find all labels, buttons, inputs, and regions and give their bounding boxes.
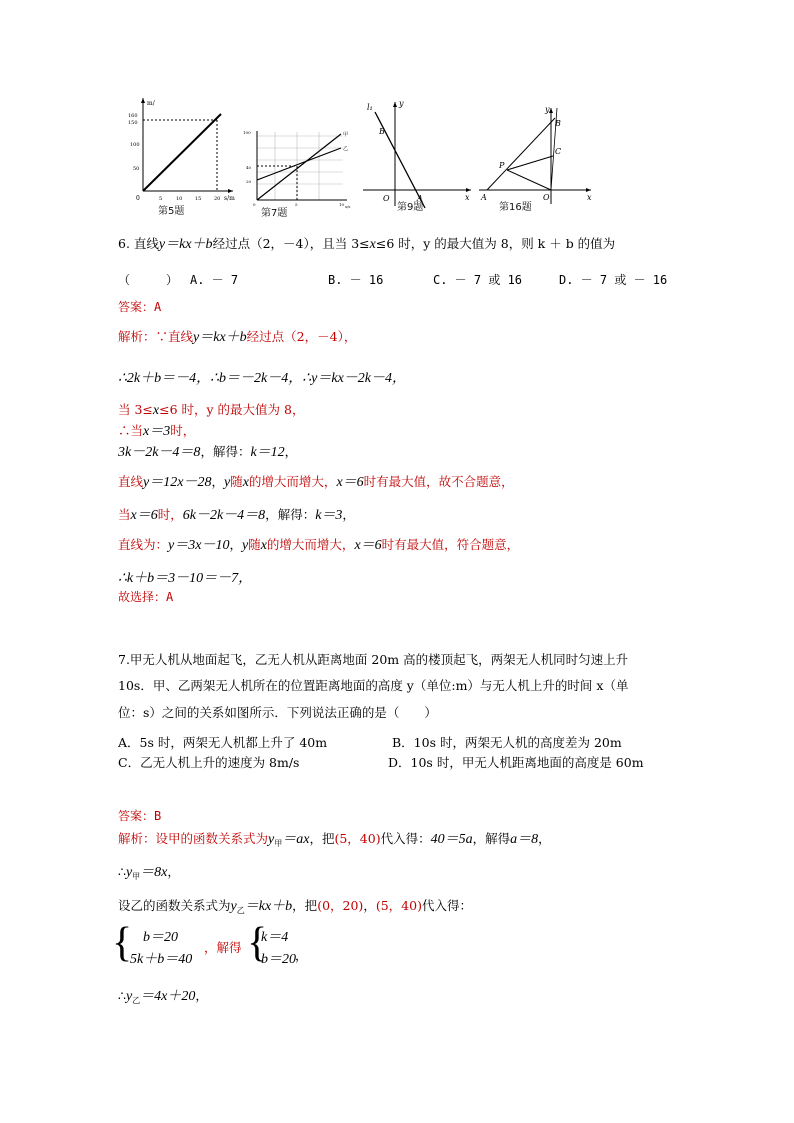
fig7-xtick: 0 xyxy=(253,202,256,207)
figure-16-graph xyxy=(477,104,595,210)
q7-option-c: C．乙无人机上升的速度为 8m/s xyxy=(118,755,300,770)
q6-option-b: B. － 16 xyxy=(328,273,384,287)
fig7-xtick: 10 xyxy=(339,202,345,207)
left-brace-2: { xyxy=(247,920,268,966)
q6-analysis-7: 当x＝6时，6k－2k－4＝8，解得：k＝3， xyxy=(118,507,355,523)
q6-analysis-4: ∴当x＝3时， xyxy=(118,423,196,439)
fig7-ytick: 40 xyxy=(246,165,252,170)
fig5-xlabel: s/m xyxy=(224,195,235,202)
fig7-line-a: 甲 xyxy=(343,132,349,138)
sys-end: ， xyxy=(295,948,308,963)
left-brace-1: { xyxy=(112,920,133,966)
fig7-ytick: 20 xyxy=(246,179,252,184)
fig9-B: B xyxy=(379,127,385,136)
fig9-caption: 第9题 xyxy=(397,202,424,213)
fig7-xtick: 5 xyxy=(295,202,298,207)
q7-option-a: A．5s 时，两架无人机都上升了 40m xyxy=(118,735,328,750)
fig16-O: O xyxy=(543,193,550,202)
fig5-xtick: 10 xyxy=(176,196,183,202)
fig16-C: C xyxy=(555,147,562,156)
q7-analysis-2: $\therefore y_甲=8x$， xyxy=(118,864,180,881)
figure-7-graph xyxy=(243,128,355,210)
fig7-xlabel: s/s xyxy=(345,204,351,209)
fig9-l1: l₁ xyxy=(367,103,373,112)
fig16-A: A xyxy=(481,193,487,202)
fig5-xtick: 0 xyxy=(136,195,140,202)
q6-analysis-9: ∴k＋b＝3－10＝－7， xyxy=(118,571,253,586)
q6-stem: 6. 直线y＝kx＋b经过点（2，－4），且当 3≤x≤6 时，y 的最大值为 8，则 k ＋ b 的值为 xyxy=(118,236,616,252)
q7-analysis-3: 设乙的函数关系式为$y_乙=kx+b$，把(0，20)，(5，40)代入得： xyxy=(118,898,472,915)
sys1-row1: b＝20 xyxy=(143,930,178,945)
q6-option-a: A. － 7 xyxy=(190,273,239,287)
q6-paren: （ ） xyxy=(118,273,179,287)
fig5-xtick: 15 xyxy=(195,196,202,202)
fig9-x: x xyxy=(465,193,470,202)
q7-option-b: B．10s 时，两架无人机的高度差为 20m xyxy=(392,735,622,750)
figure-5-graph xyxy=(125,96,235,206)
fig9-O: O xyxy=(383,194,390,203)
fig16-caption: 第16题 xyxy=(499,202,532,213)
q6-analysis-6: 直线y＝12x－28，y随x的增大而增大，x＝6时有最大值，故不合题意， xyxy=(118,474,514,490)
sys2-row2: b＝20 xyxy=(261,952,296,967)
fig16-P: P xyxy=(499,161,505,170)
fig9-y: y xyxy=(399,99,404,108)
q7-answer: 答案：B xyxy=(118,809,162,823)
q6-analysis-10: 故选择：A xyxy=(118,590,174,604)
q7-stem-3: 位：s）之间的关系如图所示．下列说法正确的是（ ） xyxy=(118,705,437,720)
fig5-xtick: 20 xyxy=(214,196,221,202)
q6-analysis-8: 直线为：y＝3x－10，y随x的增大而增大，x＝6时有最大值，符合题意， xyxy=(118,537,520,553)
fig16-x: x xyxy=(587,193,592,202)
fig9-A: A xyxy=(417,194,423,203)
figures-row xyxy=(125,96,595,220)
fig5-caption: 第5题 xyxy=(158,206,185,217)
sys1-row2: 5k＋b＝40 xyxy=(130,952,193,967)
sys2-row1: k＝4 xyxy=(261,930,289,945)
q7-equation-system xyxy=(112,922,372,972)
sys-mid: ，解得 xyxy=(204,940,242,955)
fig7-line-b: 乙 xyxy=(343,146,349,152)
figure-9-graph xyxy=(361,98,473,208)
fig5-ylabel: m/ xyxy=(147,100,155,107)
q6-analysis-3: 当 3≤x≤6 时，y 的最大值为 8， xyxy=(118,402,305,418)
q7-option-d: D．10s 时，甲无人机距离地面的高度是 60m xyxy=(388,755,644,770)
fig5-ytick: 50 xyxy=(133,166,140,172)
q6-option-d: D. － 7 或 － 16 xyxy=(559,273,668,287)
fig5-ytick: 100 xyxy=(130,142,140,148)
fig5-ytick: 150 xyxy=(128,120,138,126)
fig16-y: y xyxy=(545,105,550,114)
q6-analysis-5: 3k－2k－4＝8，解得：k＝12， xyxy=(118,444,298,460)
figure-5 xyxy=(125,96,235,217)
q6-analysis-1: 解析：∵直线y＝kx＋b经过点（2，－4）， xyxy=(118,329,357,345)
fig5-xtick: 5 xyxy=(159,196,163,202)
figure-7 xyxy=(243,128,355,219)
q6-answer: 答案：A xyxy=(118,300,162,314)
fig7-caption: 第7题 xyxy=(261,208,288,219)
figure-9 xyxy=(361,98,473,213)
q6-option-c: C. － 7 或 16 xyxy=(433,273,523,287)
q7-analysis-5: $\therefore y_乙=4x+20$， xyxy=(118,988,208,1005)
q6-analysis-2: ∴2k＋b＝－4，∴b＝－2k－4，∴y＝kx－2k－4， xyxy=(118,371,407,386)
q7-stem-2: 10s．甲、乙两架无人机所在的位置距离地面的高度 y（单位:m）与无人机上升的时间 x（单 xyxy=(118,678,629,693)
q7-analysis-1: 解析：设甲的函数关系式为$y_甲=ax$，把(5，40)代入得：40＝5a，解得a＝8， xyxy=(118,831,551,848)
figure-16 xyxy=(477,104,595,213)
fig16-B: B xyxy=(555,119,561,128)
q7-stem-1: 7.甲无人机从地面起飞，乙无人机从距离地面 20m 高的楼顶起飞，两架无人机同时匀速上升 xyxy=(118,652,629,667)
fig7-ylabel: 100 xyxy=(243,130,251,135)
fig5-ytick: 160 xyxy=(128,113,138,119)
